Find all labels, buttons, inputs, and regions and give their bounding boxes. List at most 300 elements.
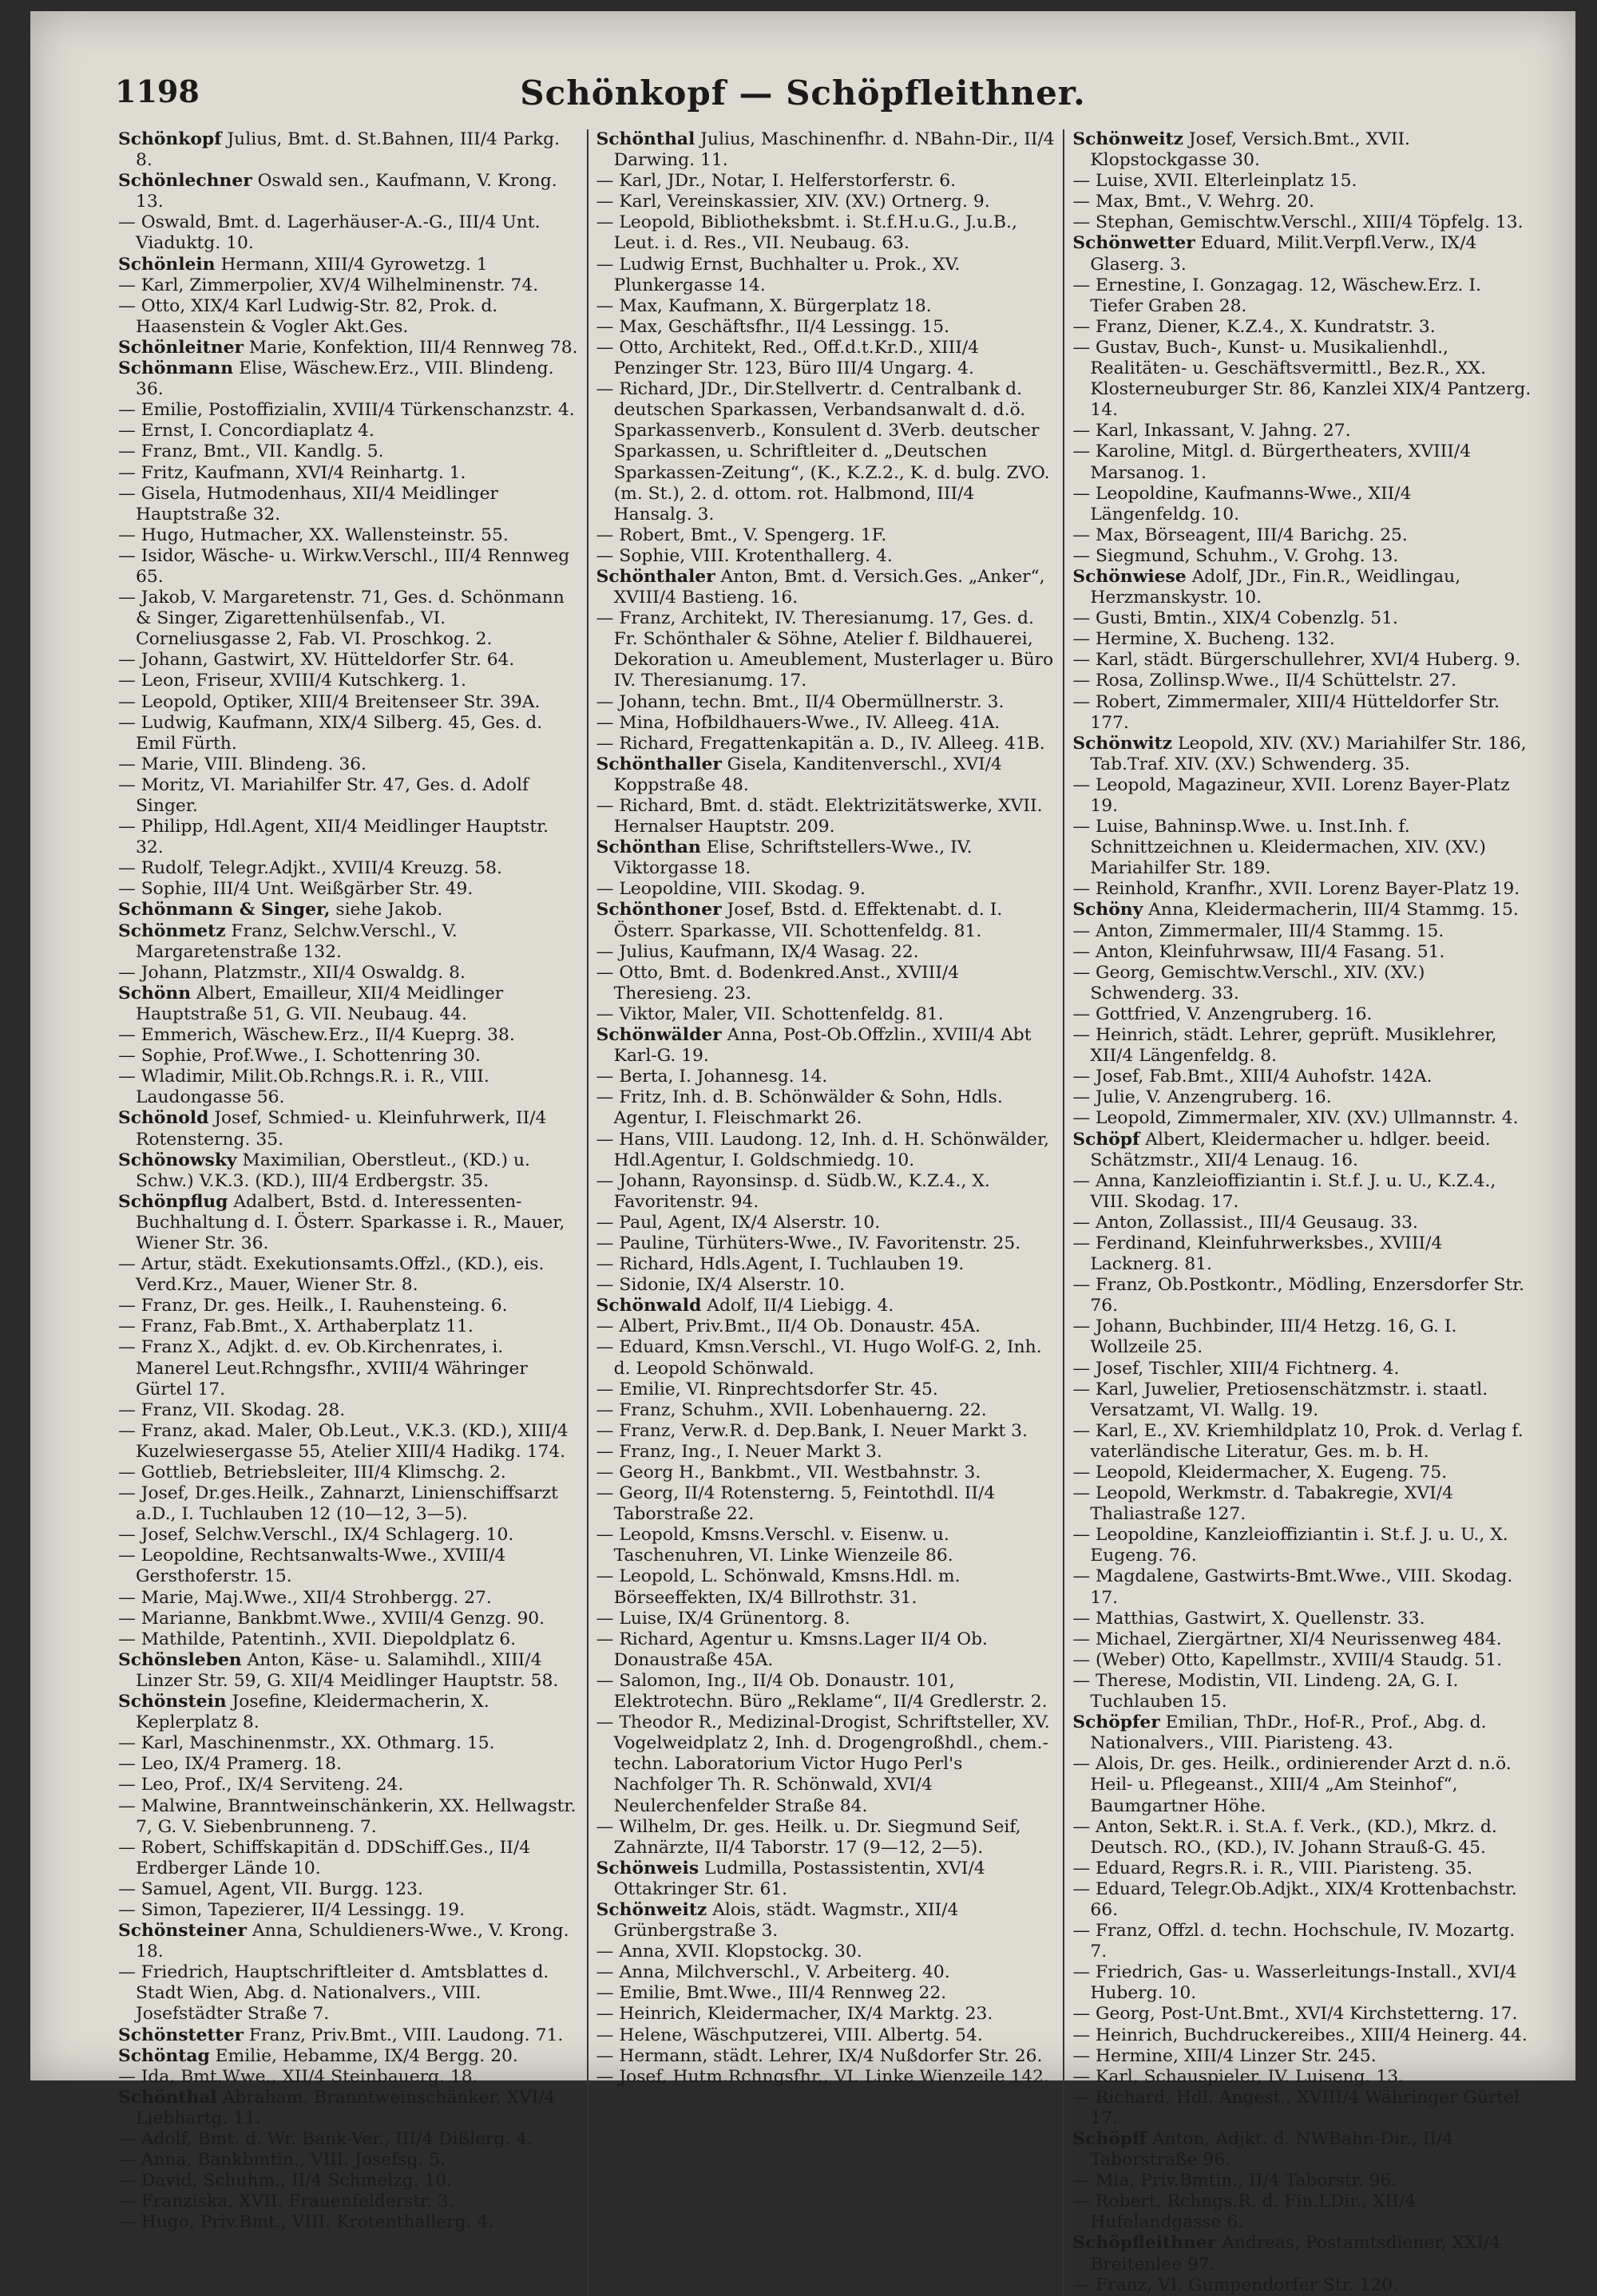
directory-entry — [596, 1712, 1056, 1816]
directory-entry — [1072, 671, 1532, 691]
directory-entry — [596, 796, 1056, 837]
directory-entry — [596, 567, 1056, 608]
entry-text: — Franz, Schuhm., XVII. Lobenhauerng. 22. — [596, 1399, 987, 1420]
entry-text: — Franz, akad. Maler, Ob.Leut., V.K.3. (KD.), XIII/4 Kuzelwiesergasse 55, Atelier XIII/4 Hadikg. 174. — [118, 1420, 569, 1462]
directory-entry — [118, 1316, 579, 1337]
entry-text: — Mathilde, Patentinh., XVII. Diepoldplatz 6. — [118, 1629, 517, 1649]
directory-entry — [1072, 2046, 1532, 2067]
entry-text: — Max, Börseagent, III/4 Barichg. 25. — [1072, 525, 1408, 545]
entry-text: — Rosa, Zollinsp.Wwe., II/4 Schüttelstr. 27. — [1072, 671, 1457, 691]
entry-text: — Richard, Agentur u. Kmsns.Lager II/4 Ob. Donaustraße 45A. — [596, 1629, 988, 1670]
directory-entry — [596, 692, 1056, 713]
directory-entry — [596, 963, 1056, 1004]
directory-entry — [1072, 171, 1532, 192]
entry-surname: Schönstetter — [118, 2025, 244, 2045]
entry-text: Ludmilla, Postassistentin, XVI/4 Ottakringer Str. 61. — [613, 1858, 985, 1899]
entry-text: — Josef, Selchw.Verschl., IX/4 Schlagerg. 10. — [118, 1525, 514, 1546]
entry-text: — Leopold, Magazineur, XVII. Lorenz Bayer-Platz 19. — [1072, 774, 1510, 816]
entry-text: — Emmerich, Wäschew.Erz., II/4 Kueprg. 38. — [118, 1025, 515, 1046]
entry-surname: Schöpfer — [1072, 1712, 1160, 1733]
entry-text: — Ida, Bmt.Wwe., XII/4 Steinbauerg. 18. — [118, 2066, 478, 2087]
entry-text: Albert, Emailleur, XII/4 Meidlinger Hauptstraße 51, G. VII. Neubaug. 44. — [136, 983, 504, 1024]
directory-entry — [596, 255, 1056, 296]
directory-entry — [1072, 1483, 1532, 1525]
directory-columns — [110, 129, 1540, 2295]
directory-entry — [596, 1900, 1056, 1942]
entry-text: — Franz, Ing., I. Neuer Markt 3. — [596, 1441, 882, 1462]
directory-entry — [1072, 1067, 1532, 1087]
entry-text: — Leopoldine, Kaufmanns-Wwe., XII/4 Längenfeldg. 10. — [1072, 483, 1412, 525]
directory-entry — [1072, 129, 1532, 171]
entry-text: — Max, Geschäftsfhr., II/4 Lessingg. 15. — [596, 316, 950, 337]
column-2 — [587, 129, 1064, 2296]
entry-text: Josefine, Kleidermacherin, X. Keplerplatz 8. — [136, 1692, 489, 1733]
entry-surname: Schöpf — [1072, 1129, 1140, 1150]
entry-surname: Schönsteiner — [118, 1921, 247, 1942]
directory-entry — [118, 1692, 579, 1733]
entry-text: — Leopold, Kmsns.Verschl. v. Eisenw. u. Taschenuhren, VI. Linke Wienzeile 86. — [596, 1525, 953, 1566]
directory-entry — [1072, 1817, 1532, 1859]
entry-text: — Gottfried, V. Anzengruberg. 16. — [1072, 1004, 1373, 1024]
entry-text: — Pauline, Türhüters-Wwe., IV. Favoritenstr. 25. — [596, 1233, 1021, 1253]
directory-entry — [118, 588, 579, 650]
directory-entry — [1072, 1213, 1532, 1233]
directory-entry — [1072, 921, 1532, 942]
directory-entry — [118, 879, 579, 900]
directory-entry — [118, 212, 579, 254]
directory-entry — [1072, 1463, 1532, 1483]
directory-entry — [596, 1421, 1056, 1442]
entry-surname: Schönwälder — [596, 1025, 722, 1046]
entry-text: — Anton, Zimmermaler, III/4 Stammg. 15. — [1072, 920, 1444, 941]
entry-text: Anna, Post-Ob.Offzlin., XVIII/4 Abt Karl-G. 19. — [613, 1025, 1032, 1067]
directory-entry — [1072, 1025, 1532, 1067]
directory-entry — [118, 171, 579, 212]
directory-entry — [596, 129, 1056, 171]
directory-entry — [118, 1546, 579, 1587]
entry-text: — Fritz, Kaufmann, XVI/4 Reinhartg. 1. — [118, 462, 466, 483]
directory-entry — [118, 1775, 579, 1795]
entry-surname: Schönweitz — [1072, 129, 1183, 149]
directory-entry — [1072, 1275, 1532, 1316]
directory-entry — [1072, 567, 1532, 608]
entry-surname: Schönleitner — [118, 337, 244, 358]
entry-text: — Helene, Wäschputzerei, VIII. Albertg. 54. — [596, 2025, 983, 2045]
directory-entry — [118, 2046, 579, 2067]
entry-surname: Schönwitz — [1072, 733, 1173, 754]
entry-text: — Robert, Rchngs.R. d. Fin.LDir., XII/4 Hufelandgasse 6. — [1072, 2191, 1417, 2233]
entry-text: — Leopold, Bibliotheksbmt. i. St.f.H.u.G., J.u.B., Leut. i. d. Res., VII. Neubaug. 63. — [596, 212, 1017, 254]
directory-entry — [1072, 1525, 1532, 1566]
entry-text: — Max, Kaufmann, X. Bürgerplatz 18. — [596, 295, 932, 316]
entry-text: — Matthias, Gastwirt, X. Quellenstr. 33. — [1072, 1608, 1425, 1629]
directory-entry — [118, 400, 579, 421]
directory-entry — [596, 1463, 1056, 1483]
directory-entry — [1072, 441, 1532, 483]
directory-entry — [596, 1400, 1056, 1421]
column-1 — [110, 129, 587, 2296]
entry-text: — Otto, XIX/4 Karl Ludwig-Str. 82, Prok. d. Haasenstein & Vogler Akt.Ges. — [118, 295, 498, 337]
entry-surname: Schönlechner — [118, 171, 252, 192]
directory-entry — [118, 1067, 579, 1108]
directory-entry — [1072, 608, 1532, 629]
directory-entry — [118, 1254, 579, 1296]
directory-entry — [1072, 1859, 1532, 1879]
directory-entry — [118, 1337, 579, 1399]
entry-text: — Ernestine, I. Gonzagag. 12, Wäschew.Erz. I. Tiefer Graben 28. — [1072, 275, 1481, 316]
entry-text: Marie, Konfektion, III/4 Rennweg 78. — [243, 337, 578, 358]
entry-text: — Wilhelm, Dr. ges. Heilk. u. Dr. Siegmund Seif, Zahnärzte, II/4 Taborstr. 17 (9—12, 2—5). — [596, 1816, 1021, 1858]
directory-entry — [118, 1754, 579, 1775]
entry-surname: Schöpfleithner — [1072, 2233, 1217, 2254]
directory-entry — [1072, 879, 1532, 900]
directory-entry — [596, 1859, 1056, 1900]
directory-entry — [596, 171, 1056, 192]
entry-text: — Gottlieb, Betriebsleiter, III/4 Klimschg. 2. — [118, 1463, 506, 1483]
entry-text: — Gisela, Hutmodenhaus, XII/4 Meidlinger Hauptstraße 32. — [118, 483, 498, 525]
directory-entry — [596, 1130, 1056, 1171]
entry-text: — Magdalene, Gastwirts-Bmt.Wwe., VIII. Skodag. 17. — [1072, 1566, 1513, 1608]
entry-text: — Richard, Hdl. Angest., XVIII/4 Währinger Gürtel 17. — [1072, 2087, 1520, 2128]
entry-text: — Salomon, Ing., II/4 Ob. Donaustr. 101, Elektrotechn. Büro „Reklame“, II/4 Gredlerstr. 2. — [596, 1670, 1048, 1712]
entry-text: — Georg, Gemischtw.Verschl., XIV. (XV.) Schwenderg. 33. — [1072, 962, 1425, 1004]
entry-text: — Heinrich, städt. Lehrer, geprüft. Musiklehrer, XII/4 Längenfeldg. 8. — [1072, 1025, 1497, 1067]
directory-entry — [118, 255, 579, 275]
directory-entry — [1072, 546, 1532, 567]
entry-text: Hermann, XIII/4 Gyrowetzg. 1 — [215, 254, 488, 275]
directory-entry — [1072, 1316, 1532, 1358]
directory-entry — [1072, 212, 1532, 233]
entry-text: — Samuel, Agent, VII. Burgg. 123. — [118, 1878, 423, 1899]
entry-text: — Wladimir, Milit.Ob.Rchngs.R. i. R., VIII. Laudongasse 56. — [118, 1067, 489, 1108]
entry-text: Emilie, Hebamme, IX/4 Bergg. 20. — [209, 2045, 518, 2066]
entry-text: Albert, Kleidermacher u. hdlger. beeid. Schätzmstr., XII/4 Lenaug. 16. — [1090, 1129, 1491, 1170]
entry-text: — Luise, Bahninsp.Wwe. u. Inst.Inh. f. Schnittzeichnen u. Kleidermachen, XIV. (XV.) Mariahilfer Str. 189. — [1072, 817, 1486, 879]
directory-entry — [1072, 1233, 1532, 1275]
directory-entry — [118, 1921, 579, 1962]
directory-entry — [118, 1421, 579, 1463]
entry-text: Oswald sen., Kaufmann, V. Krong. 13. — [136, 171, 557, 212]
entry-text: — Karl, Schauspieler, IV. Luiseng. 13. — [1072, 2066, 1405, 2087]
entry-text: — Karl, städt. Bürgerschullehrer, XVI/4 Huberg. 9. — [1072, 650, 1521, 671]
entry-text: — Marie, Maj.Wwe., XII/4 Strohbergg. 27. — [118, 1587, 492, 1608]
directory-entry — [118, 2067, 579, 2088]
directory-entry — [118, 1962, 579, 2025]
entry-text: — Ludwig Ernst, Buchhalter u. Prok., XV. Plunkergasse 14. — [596, 254, 961, 295]
entry-text: — Hugo, Hutmacher, XX. Wallensteinstr. 55. — [118, 525, 509, 545]
entry-text: — Ernst, I. Concordiaplatz 4. — [118, 421, 374, 441]
directory-entry — [1072, 1754, 1532, 1816]
entry-text: — Sophie, Prof.Wwe., I. Schottenring 30. — [118, 1046, 481, 1067]
directory-entry — [1072, 1130, 1532, 1171]
column-3 — [1063, 129, 1540, 2296]
entry-text: — Richard, JDr., Dir.Stellvertr. d. Centralbank d. deutschen Sparkassen, Verbandsanwalt d. d.ö. Sparkassenverb., Konsulent d. 3Verb. deutscher Sparkassen, u. Schriftleiter d. „Deutschen Sparkassen-Zeitung“, (K., K.Z.2., K. d. bulg. ZVO. (m. St.), 2. d. ottom. rot. Halbmond, III/4 Hansalg. 3. — [596, 379, 1050, 525]
entry-text: — Franz, Architekt, IV. Theresianumg. 17, Ges. d. Fr. Schönthaler & Söhne, Atelier f. Bildhauerei, Dekoration u. Ameublement, Musterlager u. Büro IV. Theresianumg. 17. — [596, 608, 1054, 691]
directory-entry — [1072, 1962, 1532, 2004]
directory-entry — [1072, 1879, 1532, 1921]
directory-entry — [596, 296, 1056, 317]
directory-entry — [118, 1463, 579, 1483]
entry-text: — Reinhold, Kranfhr., XVII. Lorenz Bayer-Platz 19. — [1072, 879, 1520, 900]
entry-surname: Schönmann — [118, 358, 234, 379]
directory-entry — [1072, 1650, 1532, 1671]
directory-entry — [1072, 900, 1532, 920]
directory-entry — [1072, 1671, 1532, 1712]
directory-entry — [1072, 1380, 1532, 1421]
entry-surname: Schöpff — [1072, 2129, 1147, 2149]
directory-entry — [596, 1380, 1056, 1400]
directory-entry — [596, 1316, 1056, 1337]
entry-text: — Josef, Tischler, XIII/4 Fichtnerg. 4. — [1072, 1358, 1400, 1379]
directory-entry — [1072, 629, 1532, 650]
entry-text: Abraham, Branntweinschänker, XVI/4 Liebhartg. 11. — [136, 2087, 556, 2128]
entry-text: — Anton, Sekt.R. i. St.A. f. Verk., (KD.), Mkrz. d. Deutsch. RO., (KD.), IV. Johann Strauß-G. 45. — [1072, 1816, 1497, 1858]
entry-text: — Karl, Zimmerpolier, XV/4 Wilhelminenstr. 74. — [118, 275, 539, 295]
entry-text: — Karl, E., XV. Kriemhildplatz 10, Prok. d. Verlag f. vaterländische Literatur, Ges. m. b. H. — [1072, 1420, 1524, 1462]
directory-entry — [596, 1025, 1056, 1067]
entry-text: — Paul, Agent, IX/4 Alserstr. 10. — [596, 1212, 881, 1233]
entry-surname: Schönmann & Singer, — [118, 900, 331, 920]
entry-text: — Anna, Bankbmtin., VIII. Josefsg. 5. — [118, 2150, 446, 2171]
entry-surname: Schönthal — [118, 2087, 217, 2108]
entry-text: — Stephan, Gemischtw.Verschl., XIII/4 Töpfelg. 13. — [1072, 212, 1524, 233]
directory-entry — [118, 1108, 579, 1150]
entry-text: — Sophie, III/4 Unt. Weißgärber Str. 49. — [118, 879, 474, 900]
directory-entry — [118, 2129, 579, 2150]
entry-text: — Friedrich, Hauptschriftleiter d. Amtsblattes d. Stadt Wien, Abg. d. Nationalvers., VIII. Josefstädter Straße 7. — [118, 1962, 549, 2025]
directory-entry — [118, 1588, 579, 1609]
directory-entry — [118, 1650, 579, 1692]
directory-entry — [1072, 775, 1532, 817]
directory-entry — [118, 2171, 579, 2191]
entry-text: Adolf, JDr., Fin.R., Weidlingau, Herzmanskystr. 10. — [1090, 566, 1461, 608]
entry-text: — Jakob, V. Margaretenstr. 71, Ges. d. Schönmann & Singer, Zigarettenhülsenfab., VI. Corneliusgasse 2, Fab. VI. Proschkog. 2. — [118, 588, 565, 650]
directory-entry — [596, 900, 1056, 941]
directory-entry — [1072, 338, 1532, 421]
directory-entry — [596, 1275, 1056, 1296]
directory-entry — [596, 2004, 1056, 2025]
entry-surname: Schönlein — [118, 254, 216, 275]
directory-entry — [118, 671, 579, 691]
entry-text: — Leo, Prof., IX/4 Serviteng. 24. — [118, 1775, 404, 1795]
entry-text: — Eduard, Telegr.Ob.Adjkt., XIX/4 Krottenbachstr. 66. — [1072, 1878, 1517, 1920]
entry-text: Maximilian, Oberstleut., (KD.) u. Schw.) V.K.3. (KD.), III/4 Erdbergstr. 35. — [136, 1150, 530, 1191]
directory-entry — [1072, 2233, 1532, 2274]
directory-entry — [118, 546, 579, 588]
directory-entry — [118, 463, 579, 484]
directory-entry — [1072, 2088, 1532, 2129]
entry-text: — Max, Bmt., V. Wehrg. 20. — [1072, 192, 1314, 212]
running-title: Schönkopf — Schöpfleithner. — [520, 73, 1086, 113]
directory-entry — [118, 2212, 579, 2233]
entry-text: — Artur, städt. Exekutionsamts.Offzl., (KD.), eis. Verd.Krz., Mauer, Wiener Str. 8. — [118, 1254, 545, 1296]
entry-text: — Emilie, VI. Rinprechtsdorfer Str. 45. — [596, 1379, 938, 1399]
entry-text: — Emilie, Postoffizialin, XVIII/4 Türkenschanzstr. 4. — [118, 400, 575, 421]
entry-surname: Schönmetz — [118, 920, 226, 941]
directory-entry — [1072, 2025, 1532, 2046]
entry-text: — Julius, Kaufmann, IX/4 Wasag. 22. — [596, 941, 919, 962]
directory-entry — [1072, 1921, 1532, 1962]
entry-text: — Philipp, Hdl.Agent, XII/4 Meidlinger Hauptstr. 32. — [118, 817, 549, 858]
entry-surname: Schönstein — [118, 1692, 227, 1712]
entry-text: Andreas, Postamtsdiener, XXI/4 Breitenlee 97. — [1090, 2233, 1501, 2274]
directory-entry — [118, 1025, 579, 1046]
entry-text: — Franz, VII. Skodag. 28. — [118, 1399, 346, 1420]
directory-entry — [1072, 1359, 1532, 1380]
directory-entry — [596, 1087, 1056, 1129]
entry-text: Josef, Versich.Bmt., XVII. Klopstockgasse 30. — [1090, 129, 1410, 171]
entry-text: — Fritz, Inh. d. B. Schönwälder & Sohn, Hdls. Agentur, I. Fleischmarkt 26. — [596, 1087, 1003, 1129]
entry-text: — Karl, Maschinenmstr., XX. Othmarg. 15. — [118, 1733, 495, 1754]
directory-entry — [1072, 1421, 1532, 1463]
directory-entry — [118, 484, 579, 525]
entry-text: — Franz, Bmt., VII. Kandlg. 5. — [118, 441, 384, 462]
entry-text: — Leopold, Kleidermacher, X. Eugeng. 75. — [1072, 1463, 1448, 1483]
entry-text: — Luise, XVII. Elterleinplatz 15. — [1072, 171, 1357, 192]
entry-text: — Franziska, XVII. Frauenfelderstr. 3. — [118, 2191, 454, 2212]
entry-surname: Schönthaler — [596, 566, 715, 587]
entry-text: — Simon, Tapezierer, II/4 Lessingg. 19. — [118, 1899, 466, 1920]
entry-surname: Schönold — [118, 1108, 209, 1129]
page-number: 1198 — [115, 73, 200, 109]
entry-text: — Georg H., Bankbmt., VII. Westbahnstr. 3. — [596, 1463, 981, 1483]
entry-surname: Schönsleben — [118, 1649, 242, 1670]
directory-entry — [596, 1296, 1056, 1316]
directory-entry — [1072, 192, 1532, 212]
directory-entry — [596, 1671, 1056, 1712]
entry-text: — Sophie, VIII. Krotenthallerg. 4. — [596, 545, 893, 566]
entry-text: — Ferdinand, Kleinfuhrwerksbes., XVIII/4 Lacknerg. 81. — [1072, 1233, 1443, 1275]
directory-entry — [596, 1817, 1056, 1859]
directory-entry — [596, 1983, 1056, 2004]
entry-text: Julius, Bmt. d. St.Bahnen, III/4 Parkg. 8. — [136, 129, 561, 171]
entry-text: — Gustav, Buch-, Kunst- u. Musikalienhdl., Realitäten- u. Geschäftsvermittl., Bez.R., XX. Klosterneuburger Str. 86, Kanzlei XIX/4 Pantzerg. 14. — [1072, 337, 1532, 421]
entry-surname: Schönwald — [596, 1296, 702, 1316]
entry-text: — Marie, VIII. Blindeng. 36. — [118, 754, 367, 774]
directory-entry — [596, 546, 1056, 567]
directory-entry — [596, 1337, 1056, 1379]
directory-entry — [596, 379, 1056, 525]
directory-entry — [596, 1483, 1056, 1525]
entry-text: — Gusti, Bmtin., XIX/4 Cobenzlg. 51. — [1072, 608, 1398, 629]
directory-entry — [596, 1942, 1056, 1962]
entry-surname: Schönkopf — [118, 129, 222, 149]
directory-entry — [118, 1796, 579, 1838]
entry-text: — Emilie, Bmt.Wwe., III/4 Rennweg 22. — [596, 1983, 947, 2004]
entry-text: Josef, Schmied- u. Kleinfuhrwerk, II/4 Rotensterng. 35. — [136, 1108, 547, 1150]
entry-text: Anna, Kleidermacherin, III/4 Stammg. 15. — [1143, 900, 1519, 920]
directory-entry — [596, 1609, 1056, 1629]
entry-text: Elise, Schriftstellers-Wwe., IV. Viktorgasse 18. — [613, 837, 973, 879]
directory-entry — [118, 921, 579, 963]
directory-entry — [1072, 817, 1532, 879]
directory-entry — [596, 1171, 1056, 1213]
entry-surname: Schönowsky — [118, 1150, 237, 1170]
entry-text: Franz, Selchw.Verschl., V. Margaretenstraße 132. — [136, 920, 458, 962]
entry-text: — Richard, Hdls.Agent, I. Tuchlauben 19. — [596, 1254, 965, 1275]
entry-text: — Adolf, Bmt. d. Wr. Bank-Ver., III/4 Dißlerg. 4. — [118, 2129, 533, 2149]
directory-entry — [596, 1233, 1056, 1254]
entry-text: Anton, Käse- u. Salamihdl., XIII/4 Linzer Str. 59, G. XII/4 Meidlinger Hauptstr. 58. — [136, 1649, 559, 1691]
directory-entry — [118, 1296, 579, 1316]
directory-entry — [596, 754, 1056, 796]
entry-text: Anton, Adjkt. d. NWBahn-Dir., II/4 Taborstraße 96. — [1090, 2129, 1454, 2171]
entry-text: — Heinrich, Kleidermacher, IX/4 Marktg. 23. — [596, 2004, 993, 2025]
directory-entry — [1072, 1087, 1532, 1108]
entry-text: — Robert, Bmt., V. Spengerg. 1F. — [596, 525, 887, 545]
entry-text: — Leo, IX/4 Pramerg. 18. — [118, 1754, 342, 1775]
entry-text: — Alois, Dr. ges. Heilk., ordinierender Arzt d. n.ö. Heil- u. Pflegeanst., XIII/4 „Am Steinhof“, Baumgartner Höhe. — [1072, 1754, 1512, 1816]
entry-text: — Anna, Milchverschl., V. Arbeiterg. 40. — [596, 1962, 950, 1983]
directory-entry — [596, 1525, 1056, 1566]
entry-text: — Hermine, X. Bucheng. 132. — [1072, 629, 1335, 650]
directory-entry — [118, 1629, 579, 1650]
directory-entry — [118, 900, 579, 920]
entry-text: Franz, Priv.Bmt., VIII. Laudong. 71. — [243, 2025, 564, 2045]
entry-text: — Leopold, Werkmstr. d. Tabakregie, XVI/4 Thaliastraße 127. — [1072, 1483, 1453, 1525]
entry-surname: Schönweis — [596, 1858, 699, 1878]
entry-text: — Otto, Bmt. d. Bodenkred.Anst., XVIII/4 Theresieng. 23. — [596, 962, 960, 1004]
entry-text: siehe Jakob. — [330, 900, 443, 920]
entry-text: — Franz, Ob.Postkontr., Mödling, Enzersdorfer Str. 76. — [1072, 1275, 1525, 1316]
entry-text: — Karl, Vereinskassier, XIV. (XV.) Ortnerg. 9. — [596, 192, 990, 212]
directory-entry — [1072, 484, 1532, 525]
directory-entry — [118, 338, 579, 358]
directory-entry — [596, 942, 1056, 963]
directory-entry — [596, 2046, 1056, 2067]
entry-text: Anna, Schuldieners-Wwe., V. Krong. 18. — [136, 1921, 569, 1962]
entry-text: — Ludwig, Kaufmann, XIX/4 Silberg. 45, Ges. d. Emil Fürth. — [118, 712, 543, 754]
entry-text: — David, Schuhm., II/4 Schmelzg. 10. — [118, 2171, 453, 2191]
directory-entry — [1072, 1629, 1532, 1650]
entry-surname: Schönweitz — [596, 1899, 707, 1920]
directory-entry — [596, 1442, 1056, 1463]
entry-text: — Siegmund, Schuhm., V. Grohg. 13. — [1072, 545, 1399, 566]
entry-text: — Karl, JDr., Notar, I. Helferstorferstr. 6. — [596, 171, 956, 192]
directory-entry — [118, 1733, 579, 1754]
directory-entry — [1072, 650, 1532, 671]
directory-entry — [118, 2088, 579, 2129]
directory-entry — [1072, 942, 1532, 963]
entry-text: — Franz, Dr. ges. Heilk., I. Rauhensteing. 6. — [118, 1296, 508, 1316]
directory-entry — [1072, 1566, 1532, 1608]
directory-entry — [118, 650, 579, 671]
directory-entry — [1072, 525, 1532, 546]
entry-text: — Sidonie, IX/4 Alserstr. 10. — [596, 1275, 846, 1296]
entry-text: — Franz, Diener, K.Z.4., X. Kundratstr. 3. — [1072, 316, 1436, 337]
directory-entry — [118, 1879, 579, 1900]
directory-entry — [118, 2025, 579, 2046]
directory-entry — [118, 692, 579, 713]
entry-text: Anton, Bmt. d. Versich.Ges. „Anker“, XVIII/4 Bastieng. 16. — [613, 566, 1045, 608]
directory-entry — [1072, 692, 1532, 734]
directory-entry — [118, 1046, 579, 1067]
entry-text: — Otto, Architekt, Red., Off.d.t.Kr.D., XIII/4 Penzinger Str. 123, Büro III/4 Ungarg. 4. — [596, 337, 980, 379]
directory-entry — [118, 984, 579, 1025]
directory-entry — [118, 525, 579, 546]
directory-entry — [1072, 1171, 1532, 1213]
entry-text: Elise, Wäschew.Erz., VIII. Blindeng. 36. — [136, 358, 554, 400]
entry-text: — Albert, Priv.Bmt., II/4 Ob. Donaustr. 45A. — [596, 1316, 981, 1337]
entry-text: — Karl, Inkassant, V. Jahng. 27. — [1072, 421, 1351, 441]
directory-entry — [1072, 1108, 1532, 1129]
entry-text: — Richard, Fregattenkapitän a. D., IV. Alleeg. 41B. — [596, 733, 1045, 754]
entry-text: — Julie, V. Anzengruberg. 16. — [1072, 1087, 1332, 1108]
entry-text: Emilian, ThDr., Hof-R., Prof., Abg. d. Nationalvers., VIII. Piaristeng. 43. — [1090, 1712, 1487, 1754]
directory-entry — [118, 2150, 579, 2171]
directory-entry — [118, 775, 579, 817]
entry-text: — Therese, Modistin, VII. Lindeng. 2A, G. I. Tuchlauben 15. — [1072, 1670, 1459, 1712]
